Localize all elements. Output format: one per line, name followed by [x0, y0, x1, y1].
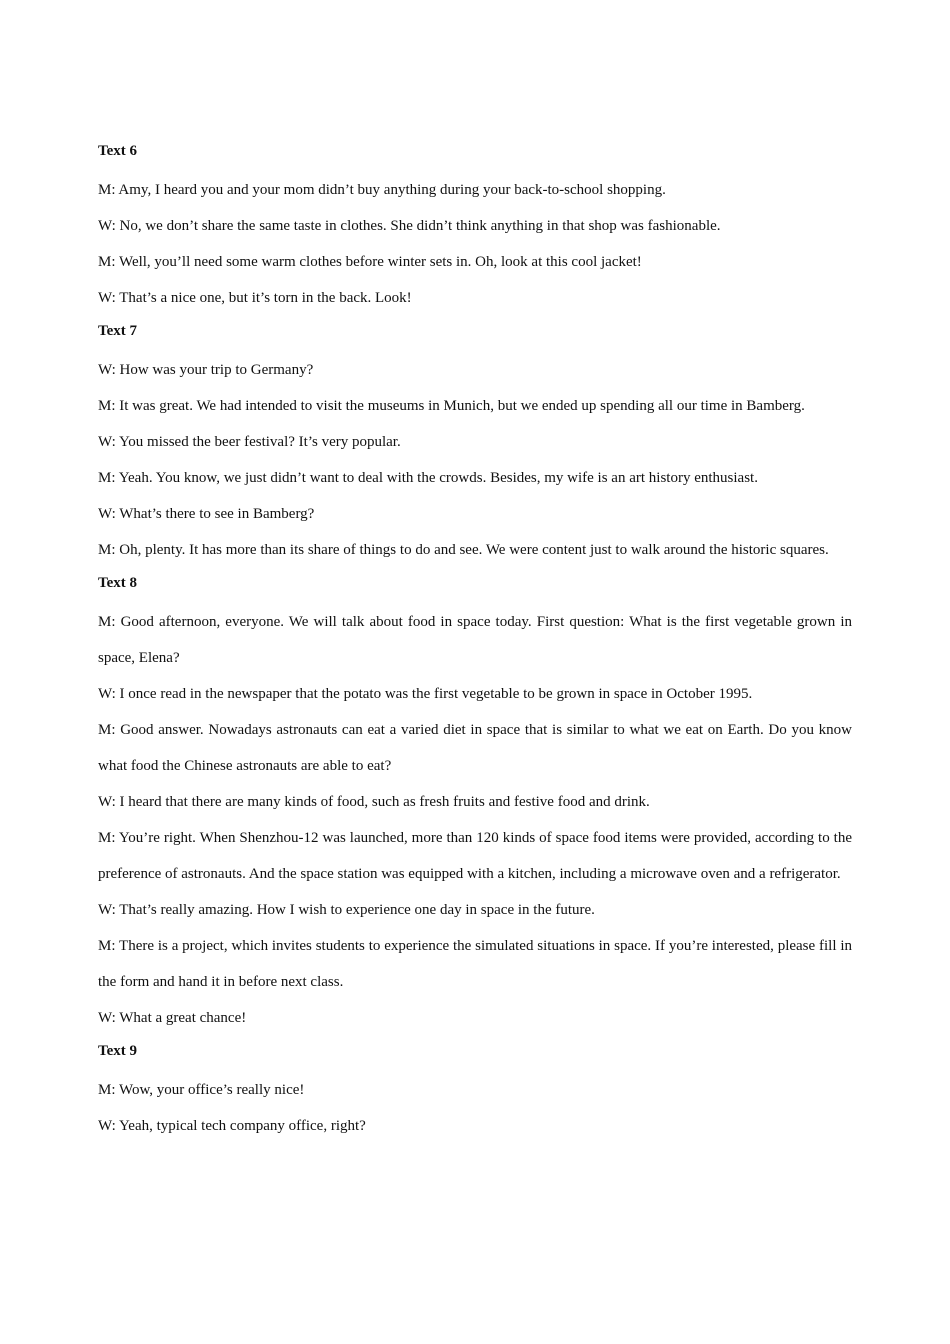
- dialogue-line: W: Yeah, typical tech company office, right?: [98, 1118, 366, 1134]
- text-8-section: [98, 568, 852, 1036]
- dialogue-line: M: Good answer. Nowadays astronauts can eat a varied diet in space that is similar to what we eat on Earth. Do you know what food the Chinese astronauts are able to eat?: [98, 722, 852, 774]
- text-9-section: [98, 1036, 852, 1144]
- document-page: [98, 136, 852, 1144]
- dialogue-line: W: No, we don’t share the same taste in clothes. She didn’t think anything in that shop was fashionable.: [98, 218, 721, 234]
- dialogue-line: M: You’re right. When Shenzhou-12 was launched, more than 120 kinds of space food items were provided, according to the preference of astronauts. And the space station was equipped with a kitchen, including a microwave oven and a refrigerator.: [98, 830, 852, 882]
- dialogue-line: W: That’s really amazing. How I wish to experience one day in space in the future.: [98, 902, 595, 918]
- section-heading: Text 8: [98, 575, 138, 591]
- dialogue-line: M: Yeah. You know, we just didn’t want to deal with the crowds. Besides, my wife is an art history enthusiast.: [98, 470, 758, 486]
- dialogue-line: W: How was your trip to Germany?: [98, 362, 314, 378]
- dialogue-line: M: Good afternoon, everyone. We will talk about food in space today. First question: What is the first vegetable grown in space, Elena?: [98, 614, 852, 666]
- dialogue-line: W: I heard that there are many kinds of food, such as fresh fruits and festive food and drink.: [98, 794, 650, 810]
- section-heading: Text 9: [98, 1043, 138, 1059]
- dialogue-line: W: What a great chance!: [98, 1010, 247, 1026]
- dialogue-line: W: What’s there to see in Bamberg?: [98, 506, 315, 522]
- dialogue-line: M: There is a project, which invites students to experience the simulated situations in space. If you’re interested, please fill in the form and hand it in before next class.: [98, 938, 852, 990]
- dialogue-line: W: I once read in the newspaper that the potato was the first vegetable to be grown in space in October 1995.: [98, 686, 753, 702]
- section-heading: Text 7: [98, 323, 138, 339]
- dialogue-line: M: It was great. We had intended to visit the museums in Munich, but we ended up spending all our time in Bamberg.: [98, 398, 805, 414]
- dialogue-line: W: You missed the beer festival? It’s very popular.: [98, 434, 401, 450]
- dialogue-line: M: Oh, plenty. It has more than its share of things to do and see. We were content just to walk around the historic squares.: [98, 542, 829, 558]
- dialogue-line: M: Wow, your office’s really nice!: [98, 1082, 305, 1098]
- section-heading: Text 6: [98, 143, 138, 159]
- dialogue-line: M: Well, you’ll need some warm clothes before winter sets in. Oh, look at this cool jacket!: [98, 254, 642, 270]
- dialogue-line: M: Amy, I heard you and your mom didn’t buy anything during your back-to-school shopping.: [98, 182, 666, 198]
- text-7-section: [98, 316, 852, 568]
- text-6-section: [98, 136, 852, 316]
- dialogue-line: W: That’s a nice one, but it’s torn in the back. Look!: [98, 290, 412, 306]
